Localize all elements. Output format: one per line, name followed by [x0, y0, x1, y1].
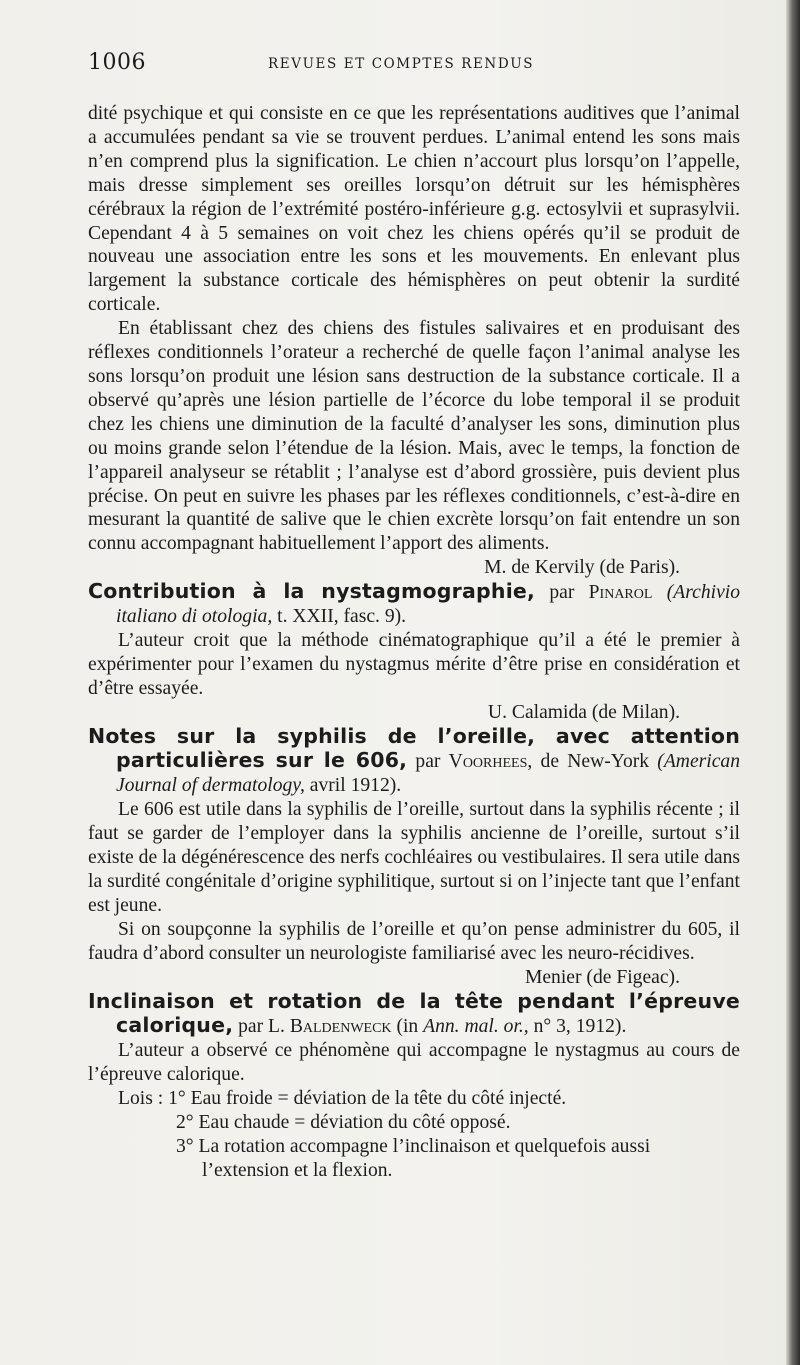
article-source-details: avril 1912). [309, 775, 402, 797]
page-body [88, 102, 740, 1183]
article-source: (Archivio italiano di otologia, [116, 582, 741, 628]
paragraph: L’auteur croit que la méthode cinématographique qu’il a été le premier à expérimenter pour l’examen du nystagmus mérite d’être prise en considération et d’être essayée. [88, 629, 740, 699]
article-author: Voorhees, [448, 751, 533, 773]
page-number: 1006 [88, 50, 146, 75]
article-author: Baldenweck [289, 1016, 392, 1038]
signature: M. de Kervily (de Paris). [484, 557, 680, 579]
article-location: de New-York [540, 751, 650, 773]
by-word: par [415, 751, 441, 773]
article-title: Inclinaison et rotation de la tête pendant l’épreuve calorique, [88, 988, 740, 1038]
running-head: REVUES ET COMPTES RENDUS [268, 56, 535, 72]
article-source-details: n° 3, 1912). [533, 1016, 627, 1038]
page-header [88, 48, 738, 88]
signature: Menier (de Figeac). [524, 966, 680, 988]
paragraph: Si on soupçonne la syphilis de l’oreille et qu’on pense administrer du 605, il faudra d’abord consulter un neurologiste familiarisé avec les neuro-récidives. [88, 918, 740, 964]
article-source-details: t. XXII, fasc. 9). [277, 606, 407, 628]
by-word: par L. [238, 1016, 285, 1038]
lois-line: 3° La rotation accompagne l’inclinaison et quelquefois aussi [176, 1135, 651, 1157]
paragraph: En établissant chez des chiens des fistules salivaires et en produisant des réflexes conditionnels l’orateur a recherché de quelle façon l’animal analyse les sons lorsqu’on produit une lésion sans destruction de la substance corticale. Il a observé qu’après une lésion partielle de l’écorce du lobe temporal il se produit chez les chiens une diminution de la faculté d’analyser les sons, diminution plus ou moins grande selon l’étendue de la lésion. Mais, avec le temps, la fonction de l’appareil analyseur se rétablit ; l’analyse est d’abord grossière, puis devient plus précise. On peut en suivre les phases par les réflexes conditionnels, c’est-à-dire en mesurant la quantité de salive que le chien excrète lorsqu’on fait entendre un son connu accompagnant habituellement l’apport des aliments. [88, 318, 740, 555]
signature: U. Calamida (de Milan). [487, 701, 680, 723]
article-title: Notes sur la syphilis de l’oreille, avec attention particulières sur le 606, [88, 723, 740, 773]
article-title: Contribution à la nystagmographie, [88, 579, 536, 604]
lois-line: Lois : 1° Eau froide = déviation de la tête du côté injecté. [118, 1088, 567, 1110]
article-author: Pinarol [588, 582, 653, 604]
lois-line: 2° Eau chaude = déviation du côté opposé. [176, 1112, 511, 1134]
article-source: Ann. mal. or., [423, 1016, 529, 1038]
article-heading [88, 990, 740, 1040]
article-heading [88, 580, 740, 629]
page-binding-edge [786, 0, 800, 1365]
article-heading [88, 725, 740, 799]
paragraph: L’auteur a observé ce phénomène qui accompagne le nystagmus au cours de l’épreuve calorique. [88, 1040, 740, 1086]
article-source: (American Journal of dermatology, [116, 751, 740, 797]
by-word: par [549, 582, 575, 604]
article-source-prefix: (in [396, 1016, 419, 1038]
paragraph: Le 606 est utile dans la syphilis de l’oreille, surtout dans la syphilis récente ; il faut se garder de l’employer dans la syphilis ancienne de l’oreille, surtout s’il existe de la dégénérescence des nerfs cochléaires ou vestibulaires. Il sera utile dans la surdité congénitale d’origine syphilitique, surtout si on l’injecte tant que l’enfant est jeune. [88, 799, 740, 916]
lois-line: l’extension et la flexion. [202, 1159, 393, 1181]
paragraph: dité psychique et qui consiste en ce que les représentations auditives que l’animal a accumulées pendant sa vie se trouvent perdues. L’animal entend les sons mais n’en comprend plus la signification. Le chien n’accourt plus lorsqu’on l’appelle, mais dresse simplement ses oreilles lorsqu’on détruit sur les hémisphères cérébraux la région de l’extrémité postéro-inférieure g.g. ectosylvii et suprasylvii. Cependant 4 à 5 semaines on voit chez les chiens opérés qu’il se produit de nouveau une association entre les sons et les mouvements. En enlevant plus largement la substance corticale des hémisphères on peut obtenir la surdité corticale. [88, 103, 740, 316]
